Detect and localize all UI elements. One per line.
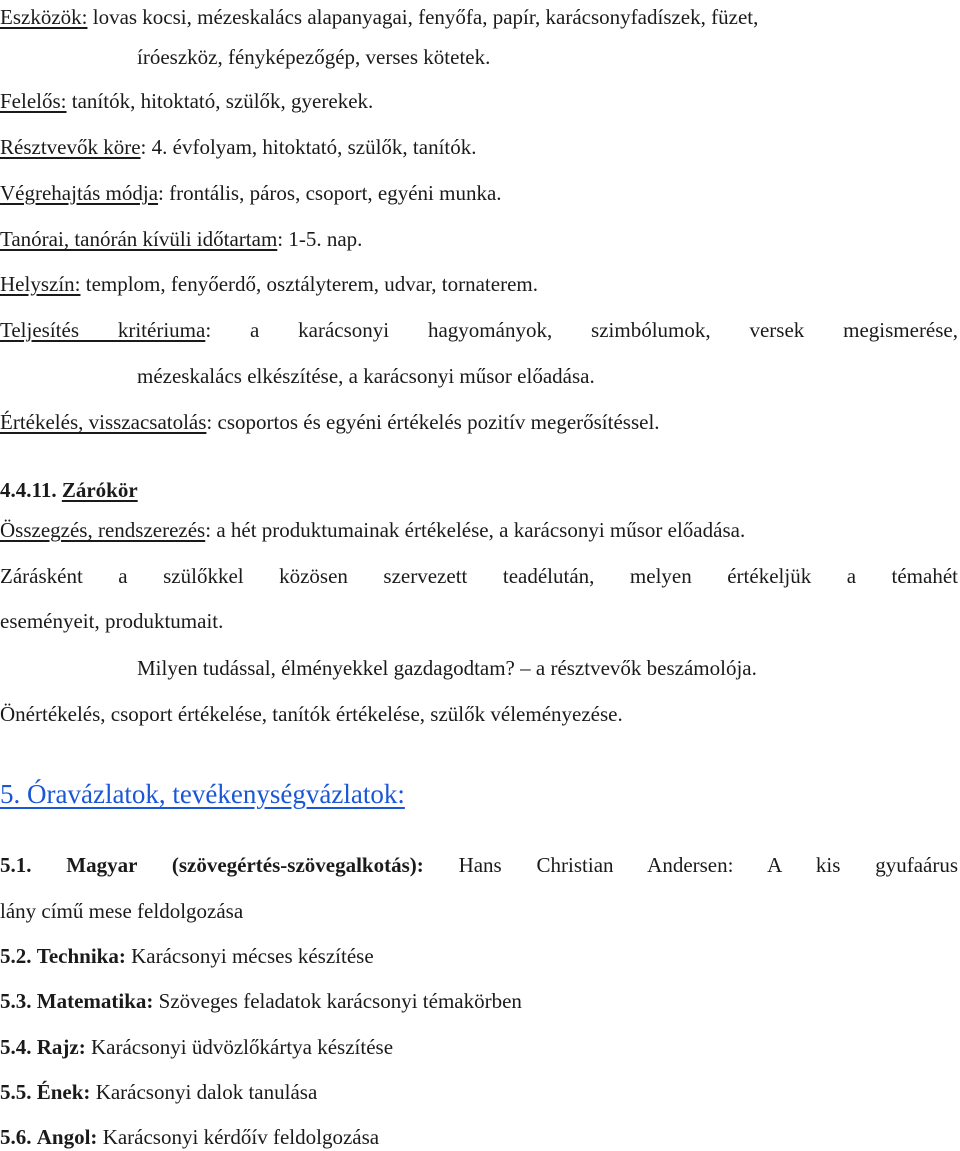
- ertekeles-line: [0, 409, 960, 435]
- item-text: Karácsonyi kérdőív feldolgozása: [102, 1125, 380, 1149]
- item-number: 5.1.: [0, 853, 32, 877]
- item-subject: Ének:: [36, 1080, 91, 1104]
- teljesites-line: [0, 317, 958, 343]
- item-number: 5.4.: [0, 1035, 32, 1059]
- item-text: Hans Christian Andersen: A kis gyufaárus: [458, 853, 958, 877]
- section-5-heading: 5. Óravázlatok, tevékenységvázlatok:: [0, 779, 405, 809]
- zarokor-heading-title: Zárókör: [61, 478, 138, 502]
- osszegzes-line: [0, 517, 960, 543]
- list-item-5-6: [0, 1124, 960, 1150]
- felelos-text: tanítók, hitoktató, szülők, gyerekek.: [66, 89, 374, 113]
- helyszin-label: Helyszín:: [0, 272, 81, 296]
- helyszin-line: [0, 271, 960, 297]
- kerdes-line: Milyen tudással, élményekkel gazdagodtam? – a résztvevők beszámolója.: [137, 656, 757, 680]
- item-number: 5.5.: [0, 1080, 32, 1104]
- item-number: 5.6.: [0, 1125, 32, 1149]
- zarokor-heading-number: 4.4.11.: [0, 478, 57, 502]
- idotartam-label: Tanórai, tanórán kívüli időtartam: [0, 227, 278, 251]
- teljesites-text: : a karácsonyi hagyományok, szimbólumok, versek megismerése,: [205, 318, 958, 342]
- item-number: 5.3.: [0, 989, 32, 1013]
- idotartam-line: [0, 226, 960, 252]
- item-text: Karácsonyi mécses készítése: [131, 944, 374, 968]
- eszkozok-label: Eszközök:: [0, 5, 88, 29]
- item-text: Karácsonyi üdvözlőkártya készítése: [90, 1035, 394, 1059]
- teljesites-label: Teljesítés kritériuma: [0, 318, 206, 342]
- ertekeles-text: : csoportos és egyéni értékelés pozitív megerősítéssel.: [206, 410, 660, 434]
- helyszin-text: templom, fenyőerdő, osztályterem, udvar, tornaterem.: [80, 272, 538, 296]
- osszegzes-text: : a hét produktumainak értékelése, a karácsonyi műsor előadása.: [205, 518, 746, 542]
- teljesites-continuation: mézeskalács elkészítése, a karácsonyi műsor előadása.: [137, 364, 595, 388]
- zaraskent-line-2: eseményeit, produktumait.: [0, 609, 224, 633]
- item-text: Szöveges feladatok karácsonyi témakörben: [158, 989, 522, 1013]
- item-subject: Magyar (szövegértés-szövegalkotás):: [66, 853, 424, 877]
- list-item-5-3: [0, 988, 960, 1014]
- vegrehajtas-label: Végrehajtás módja: [0, 181, 159, 205]
- item-subject: Angol:: [36, 1125, 98, 1149]
- list-item-5-5: [0, 1079, 960, 1105]
- eszkozok-continuation: íróeszköz, fényképezőgép, verses kötetek.: [137, 45, 491, 69]
- resztvevok-line: [0, 134, 960, 160]
- item-subject: Technika:: [36, 944, 126, 968]
- ertekeles-label: Értékelés, visszacsatolás: [0, 410, 207, 434]
- eszkozok-text: lovas kocsi, mézeskalács alapanyagai, fenyőfa, papír, karácsonyfadíszek, füzet,: [87, 5, 759, 29]
- resztvevok-label: Résztvevők köre: [0, 135, 141, 159]
- item-subject: Rajz:: [36, 1035, 86, 1059]
- osszegzes-label: Összegzés, rendszerezés: [0, 518, 206, 542]
- idotartam-text: : 1-5. nap.: [277, 227, 363, 251]
- vegrehajtas-line: [0, 180, 960, 206]
- zarokor-heading: [0, 477, 960, 503]
- resztvevok-text: : 4. évfolyam, hitoktató, szülők, tanítók.: [140, 135, 477, 159]
- list-item-5-2: [0, 943, 960, 969]
- item-number: 5.2.: [0, 944, 32, 968]
- onertekeles-line: Önértékelés, csoport értékelése, tanítók értékelése, szülők véleményezése.: [0, 702, 623, 726]
- felelos-label: Felelős:: [0, 89, 67, 113]
- list-item-5-1: [0, 852, 958, 878]
- zaraskent-line-1: Zárásként a szülőkkel közösen szervezett teadélután, melyen értékeljük a témahét: [0, 564, 958, 588]
- vegrehajtas-text: : frontális, páros, csoport, egyéni munka.: [158, 181, 502, 205]
- eszkozok-line: [0, 4, 960, 30]
- felelos-line: [0, 88, 960, 114]
- item-text: Karácsonyi dalok tanulása: [95, 1080, 318, 1104]
- item-subject: Matematika:: [36, 989, 154, 1013]
- list-item-5-1-continuation: lány című mese feldolgozása: [0, 899, 244, 923]
- list-item-5-4: [0, 1034, 960, 1060]
